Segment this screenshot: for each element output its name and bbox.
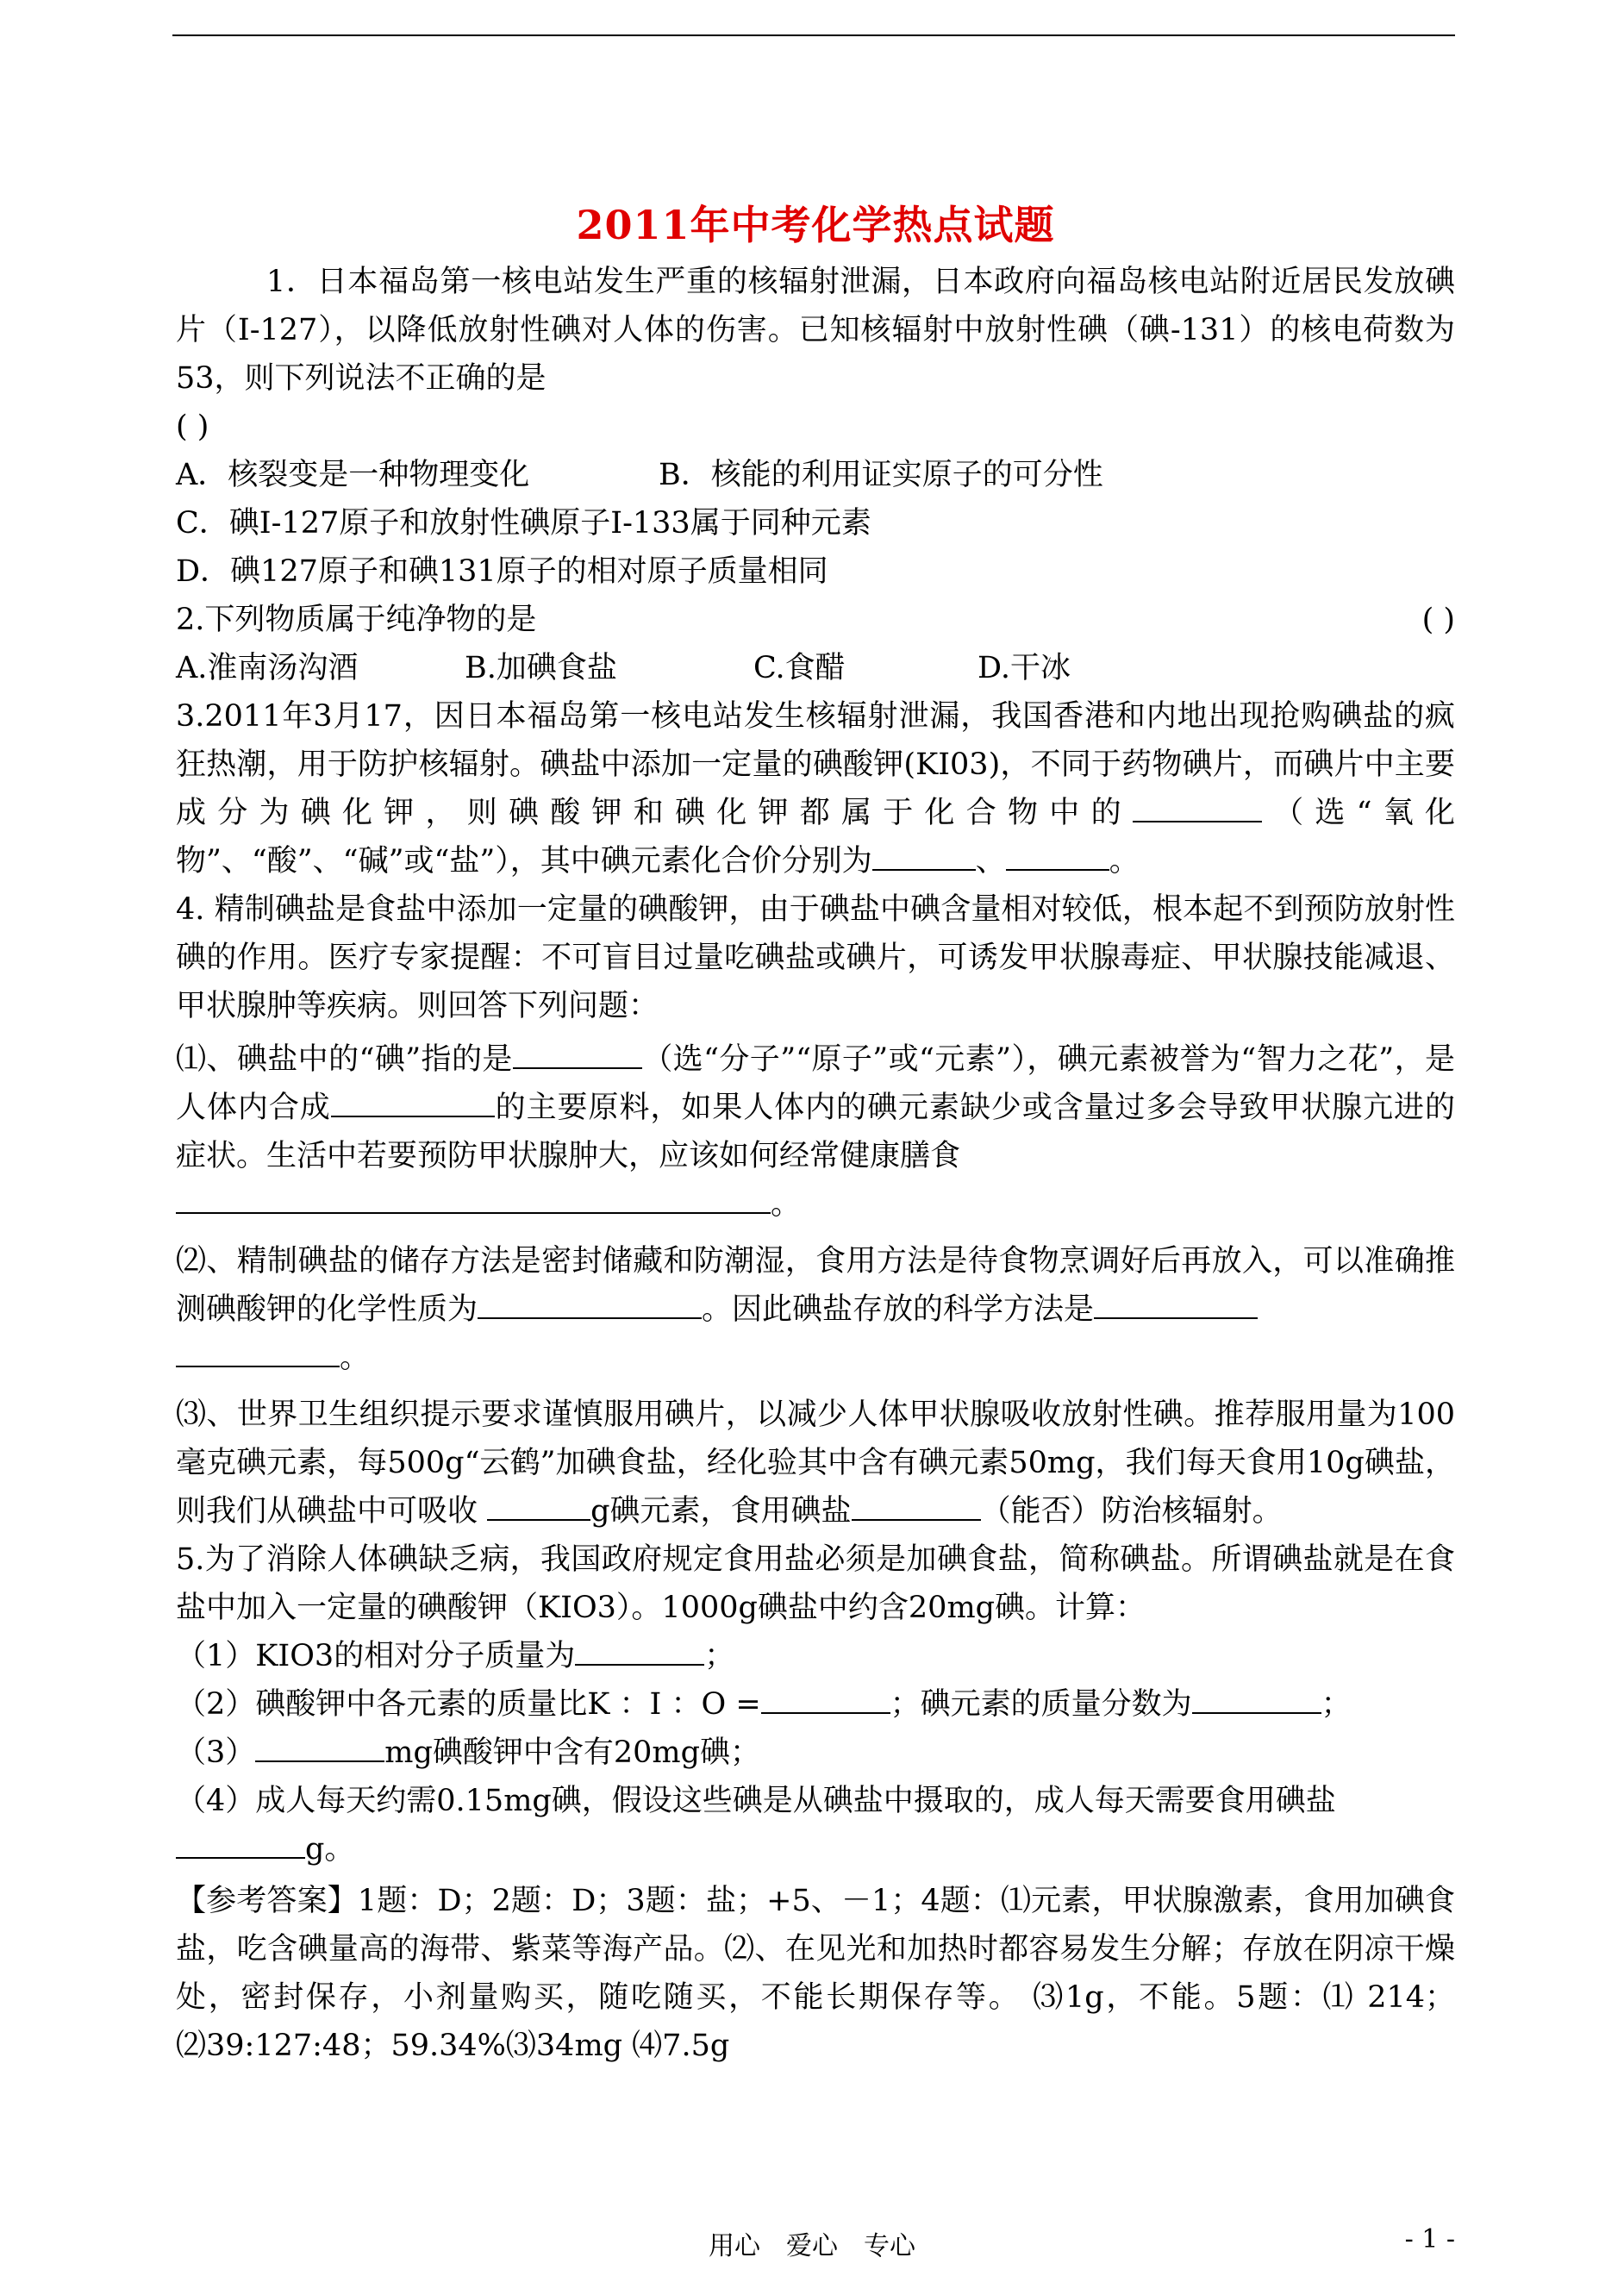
q5-blank-kio3-mass[interactable] xyxy=(255,1731,384,1762)
q5-blank-molar-mass[interactable] xyxy=(575,1635,704,1666)
q4-blank-storage-1[interactable] xyxy=(1094,1288,1258,1319)
q1-answer-paren: ( ) xyxy=(176,410,209,444)
q1-options-ab xyxy=(176,451,1455,499)
q4-part-2: ⑵、精制碘盐的储存方法是密封储藏和防潮湿，食用方法是待食物烹调好后再放入，可以准确推测碘酸钾的化学性质为 。因此碘盐存放的科学方法是 。 xyxy=(176,1244,1455,1375)
q1-stem: 1．日本福岛第一核电站发生严重的核辐射泄漏，日本政府向福岛核电站附近居民发放碘片（I-127），以降低放射性碘对人体的伤害。已知核辐射中放射性碘（碘-131）的核电荷数为53，则下列说法不正确的是 xyxy=(176,265,1455,396)
q5-intro: 5.为了消除人体碘缺乏病，我国政府规定食用盐必须是加碘食盐，简称碘盐。所谓碘盐就是在食盐中加入一定量的碘酸钾（KIO3）。1000g碘盐中约含20mg碘。计算： xyxy=(176,1542,1455,1625)
q1-option-c: C．碘I-127原子和放射性碘原子I-133属于同种元素 xyxy=(176,506,871,541)
q2-option-b: B.加碘食盐 xyxy=(465,651,617,685)
q1-option-d: D．碘127原子和碘131原子的相对原子质量相同 xyxy=(176,554,828,589)
q4-part-3: ⑶、世界卫生组织提示要求谨慎服用碘片，以减少人体甲状腺吸收放射性碘。推荐服用量为100毫克碘元素，每500g“云鹤”加碘食盐，经化验其中含有碘元素50mg，我们每天食用10g碘盐，则我们从碘盐中可吸收 g碘元素，食用碘盐 （能否）防治核辐射。 xyxy=(176,1398,1455,1529)
header-rule xyxy=(172,34,1455,36)
q4-blank-chem-property[interactable] xyxy=(478,1288,702,1319)
q4-blank-diet[interactable] xyxy=(176,1183,771,1214)
q5-sub-1: （1）KIO3的相对分子质量为 ； xyxy=(176,1632,1455,1680)
q3-blank-valence-1[interactable] xyxy=(872,840,976,871)
page-title: 2011年中考化学热点试题 xyxy=(576,202,1055,248)
q4-blank-hormone[interactable] xyxy=(331,1086,495,1117)
q5-blank-mass-ratio[interactable] xyxy=(761,1683,890,1714)
q2-option-c: C.食醋 xyxy=(753,651,846,685)
q3-text: 3.2011年3月17，因日本福岛第一核电站发生核辐射泄漏，我国香港和内地出现抢购碘盐的疯狂热潮，用于防护核辐射。碘盐中添加一定量的碘酸钾(KI03)，不同于药物碘片，而碘片中主要成分为碘化钾，则碘酸钾和碘化钾都属于化合物中的 （选“氧化物”、“酸”、“碱”或“盐”），其中碘元素化合价分别为 、 。 xyxy=(176,699,1455,879)
q2-answer-paren: ( ) xyxy=(1421,603,1455,637)
q2-option-d: D.干冰 xyxy=(978,651,1071,685)
q4-blank-iodine-form[interactable] xyxy=(513,1038,642,1069)
q4-blank-iodine-amount[interactable] xyxy=(487,1490,590,1521)
q5-blank-mass-fraction[interactable] xyxy=(1192,1683,1321,1714)
q4-blank-storage-2[interactable] xyxy=(176,1336,340,1367)
reference-answers: 【参考答案】1题：D；2题：D；3题：盐；+5、－1；4题：⑴元素，甲状腺激素，食用加碘食盐，吃含碘量高的海带、紫菜等海产品。⑵、在见光和加热时都容易发生分解；存放在阴凉干燥处，密封保存，小剂量购买，随吃随买，不能长期保存等。 ⑶1g，不能。5题：⑴ 214；⑵39:127:48；59.34%⑶34mg ⑷7.5g xyxy=(176,1884,1455,2063)
q2-stem-row xyxy=(176,596,1455,644)
q5-sub-2: （2）碘酸钾中各元素的质量比K ：I ：O = ；碘元素的质量分数为 ； xyxy=(176,1680,1455,1729)
page-number: - 1 - xyxy=(1404,2224,1455,2254)
q3-blank-category[interactable] xyxy=(1133,791,1262,822)
q1-option-b: B．核能的利用证实原子的可分性 xyxy=(659,458,1103,492)
document-body xyxy=(176,194,1455,2070)
q5-sub-3: （3） mg碘酸钾中含有20mg碘； xyxy=(176,1729,1455,1777)
q5-blank-salt-amount[interactable] xyxy=(176,1828,305,1859)
q1-option-a: A．核裂变是一种物理变化 xyxy=(176,458,530,492)
q4-blank-can-prevent[interactable] xyxy=(852,1490,981,1521)
q4-part-1: ⑴、碘盐中的“碘”指的是 （选“分子”“原子”或“元素”），碘元素被誉为“智力之花”，是人体内合成 的主要原料，如果人体内的碘元素缺少或含量过多会导致甲状腺亢进的症状。生活中若要预防甲状腺肿大，应该如何经常健康膳食 。 xyxy=(176,1035,1455,1229)
q2-options xyxy=(176,644,1455,692)
q2-option-a: A.淮南汤沟酒 xyxy=(176,651,359,685)
footer-motto: 用心 爱心 专心 xyxy=(709,2231,915,2261)
q5-sub-4: （4）成人每天约需0.15mg碘，假设这些碘是从碘盐中摄取的，成人每天需要食用碘盐 g。 xyxy=(176,1784,1336,1867)
q4-intro: 4. 精制碘盐是食盐中添加一定量的碘酸钾，由于碘盐中碘含量相对较低，根本起不到预防放射性碘的作用。医疗专家提醒：不可盲目过量吃碘盐或碘片，可诱发甲状腺毒症、甲状腺技能减退、甲状腺肿等疾病。则回答下列问题： xyxy=(176,892,1455,1023)
q2-stem: 2.下列物质属于纯净物的是 xyxy=(176,603,537,637)
q3-blank-valence-2[interactable] xyxy=(1006,840,1109,871)
